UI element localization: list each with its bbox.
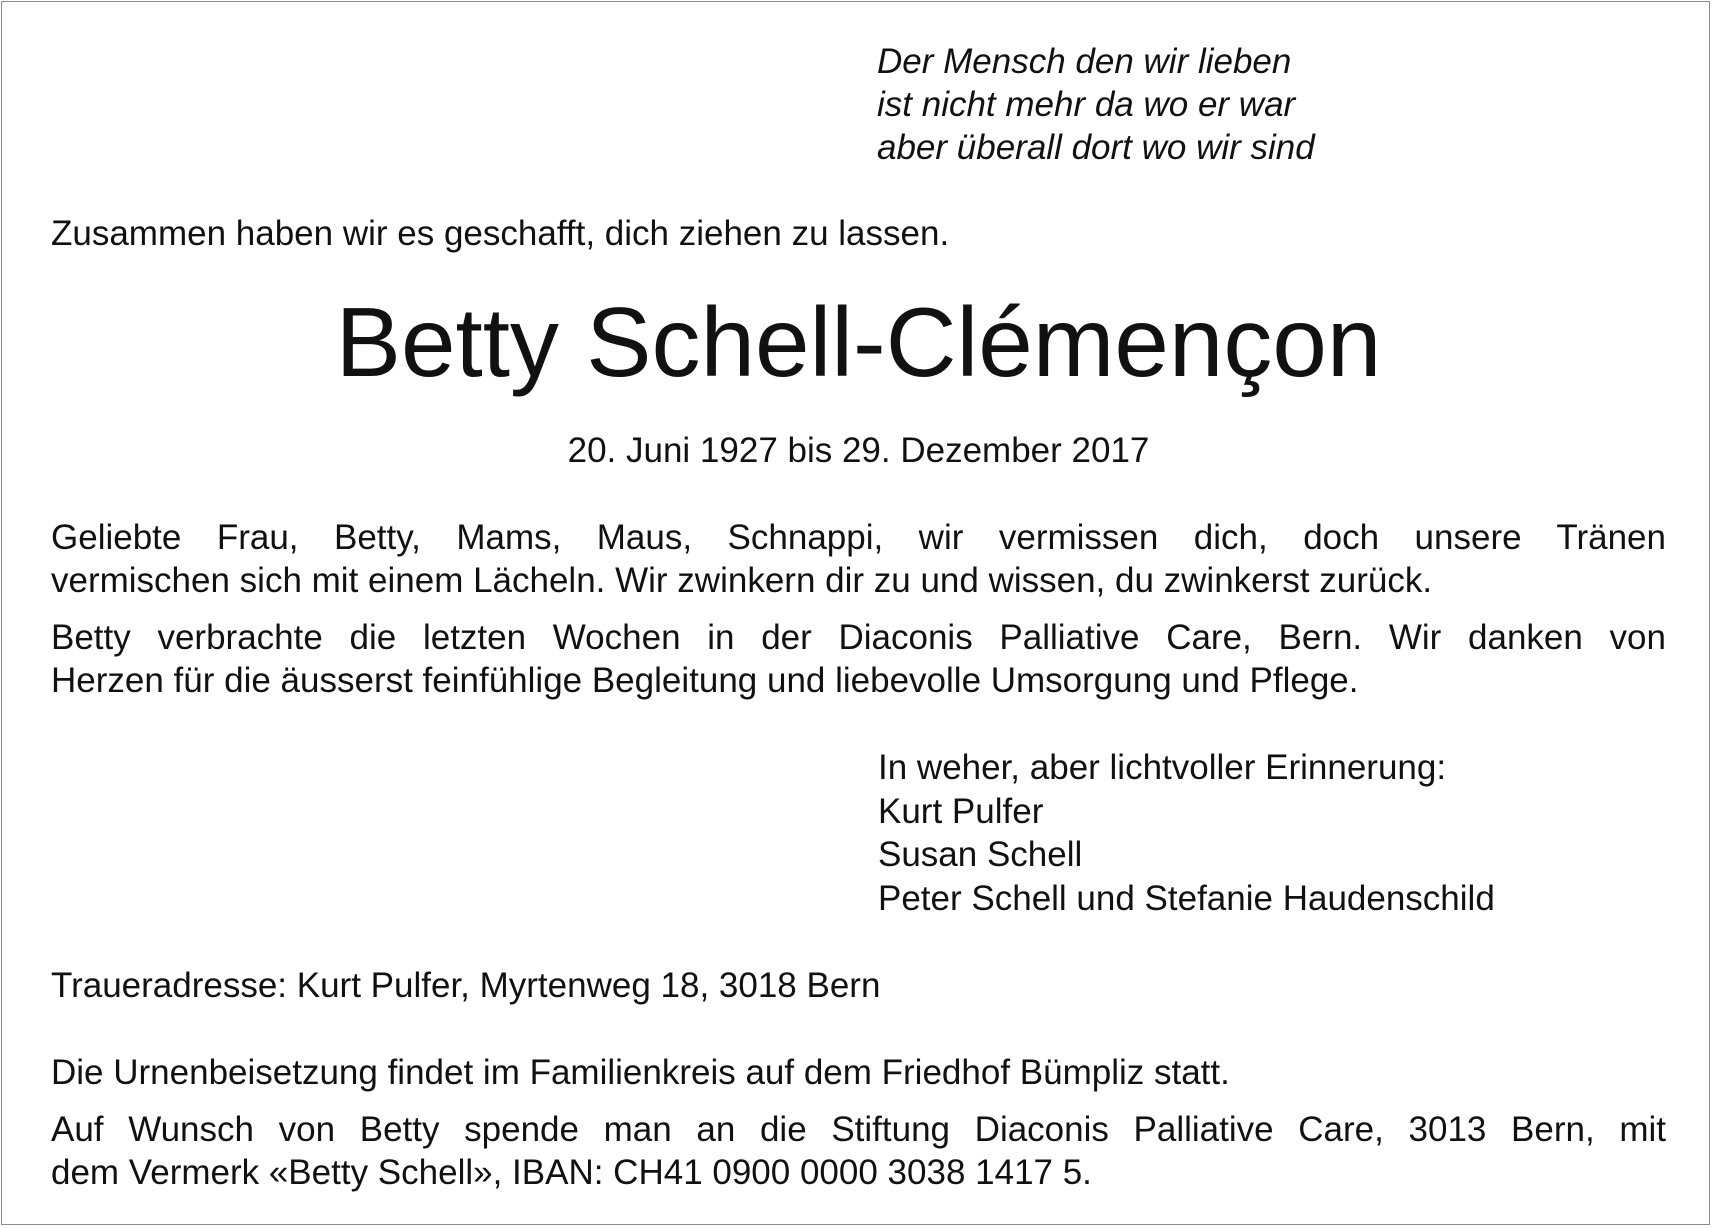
paragraph-line: Betty verbrachte die letzten Wochen in der Diaconis Palliative Care, Bern. Wir danken von (51, 618, 1666, 657)
mourner-name: Kurt Pulfer (878, 791, 1044, 831)
notice-frame (1, 1, 1710, 1225)
mourning-address: Traueradresse: Kurt Pulfer, Myrtenweg 18, 3018 Bern (51, 966, 881, 1005)
donation-paragraph (51, 1108, 1666, 1194)
paragraph-line: Geliebte Frau, Betty, Mams, Maus, Schnappi, wir vermissen dich, doch unsere Tränen (51, 518, 1666, 557)
life-dates: 20. Juni 1927 bis 29. Dezember 2017 (567, 431, 1150, 470)
message-paragraph-2 (51, 616, 1666, 702)
motto-line: aber überall dort wo wir sind (877, 128, 1315, 167)
deceased-name: Betty Schell-Clémençon (335, 287, 1382, 397)
motto-line: ist nicht mehr da wo er war (877, 85, 1296, 124)
message-paragraph-1 (51, 516, 1666, 602)
signoff-block (878, 746, 1495, 920)
mourner-name: Susan Schell (878, 835, 1083, 874)
intro-text: Zusammen haben wir es geschafft, dich ziehen zu lassen. (51, 214, 950, 253)
burial-notice: Die Urnenbeisetzung findet im Familienkreis auf dem Friedhof Bümpliz statt. (51, 1053, 1230, 1092)
paragraph-line: Auf Wunsch von Betty spende man an die Stiftung Diaconis Palliative Care, 3013 Bern, mit (51, 1110, 1666, 1149)
paragraph-line: dem Vermerk «Betty Schell», IBAN: CH41 0900 0000 3038 1417 5. (51, 1153, 1092, 1192)
mourner-name: Peter Schell und Stefanie Haudenschild (878, 878, 1495, 918)
paragraph-line: Herzen für die äusserst feinfühlige Begleitung und liebevolle Umsorgung und Pflege. (51, 661, 1359, 700)
motto-line: Der Mensch den wir lieben (877, 42, 1292, 81)
motto-verse (877, 40, 1315, 169)
paragraph-line: vermischen sich mit einem Lächeln. Wir zwinkern dir zu und wissen, du zwinkerst zurück. (51, 561, 1433, 600)
signoff-heading: In weher, aber lichtvoller Erinnerung: (878, 748, 1447, 787)
